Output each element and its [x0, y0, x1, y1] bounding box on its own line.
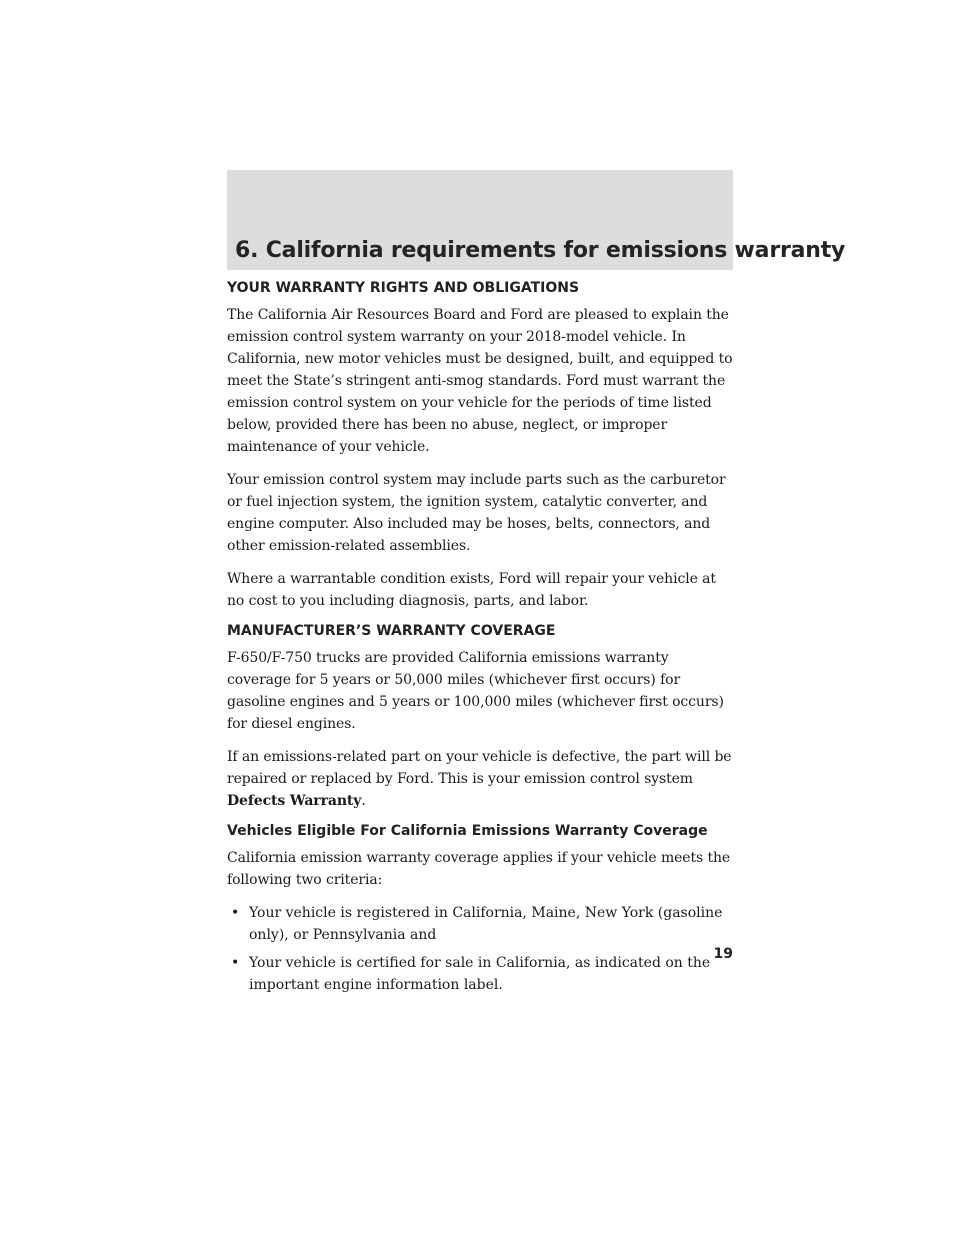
- paragraph-repair-cost: Where a warrantable condition exists, Ford will repair your vehicle at no cost to you including diagnosis, parts, and labor.: [227, 571, 716, 609]
- defects-warranty-term: Defects Warranty: [227, 793, 362, 809]
- paragraph-emission-parts: Your emission control system may include parts such as the carburetor or fuel injection system, the ignition system, catalytic converter, and engine computer. Also included may be hoses, belts, connectors, and other emission-related assemblies.: [227, 472, 726, 554]
- criterion-registration: Your vehicle is registered in California, Maine, New York (gasoline only), or Pennsylvania and: [249, 905, 723, 943]
- criterion-certification: Your vehicle is certified for sale in California, as indicated on the important engine information label.: [249, 955, 711, 993]
- paragraph-coverage-terms: F-650/F-750 trucks are provided California emissions warranty coverage for 5 years or 50,000 miles (whichever first occurs) for gasoline engines and 5 years or 100,000 miles (whichever first occurs) for diesel engines.: [227, 650, 724, 732]
- list-item: [227, 902, 733, 946]
- list-item: [227, 952, 733, 996]
- bullet-icon: •: [231, 905, 240, 921]
- chapter-title: 6. California requirements for emissions warranty: [235, 238, 846, 263]
- defects-text: If an emissions-related part on your vehicle is defective, the part will be repaired or replaced by Ford. This is your emission control system: [227, 749, 732, 787]
- page-number: 19: [713, 946, 733, 962]
- section-heading-coverage: MANUFACTURER’S WARRANTY COVERAGE: [227, 623, 556, 639]
- bullet-icon: •: [231, 955, 240, 971]
- paragraph-defects-warranty: [227, 746, 733, 812]
- paragraph-eligibility-intro: California emission warranty coverage applies if your vehicle meets the following two criteria:: [227, 850, 731, 888]
- section-heading-rights: YOUR WARRANTY RIGHTS AND OBLIGATIONS: [227, 280, 580, 296]
- defects-end-punct: .: [361, 793, 366, 809]
- page-content: [227, 280, 733, 1002]
- subheading-eligibility: Vehicles Eligible For California Emissions Warranty Coverage: [227, 823, 708, 839]
- paragraph-rights-intro: The California Air Resources Board and Ford are pleased to explain the emission control system warranty on your 2018-model vehicle. In California, new motor vehicles must be designed, built, and equipped to meet the State’s stringent anti-smog standards. Ford must warrant the emission control system on your vehicle for the periods of time listed below, provided there has been no abuse, neglect, or improper maintenance of your vehicle.: [227, 307, 733, 455]
- eligibility-criteria-list: [227, 902, 733, 996]
